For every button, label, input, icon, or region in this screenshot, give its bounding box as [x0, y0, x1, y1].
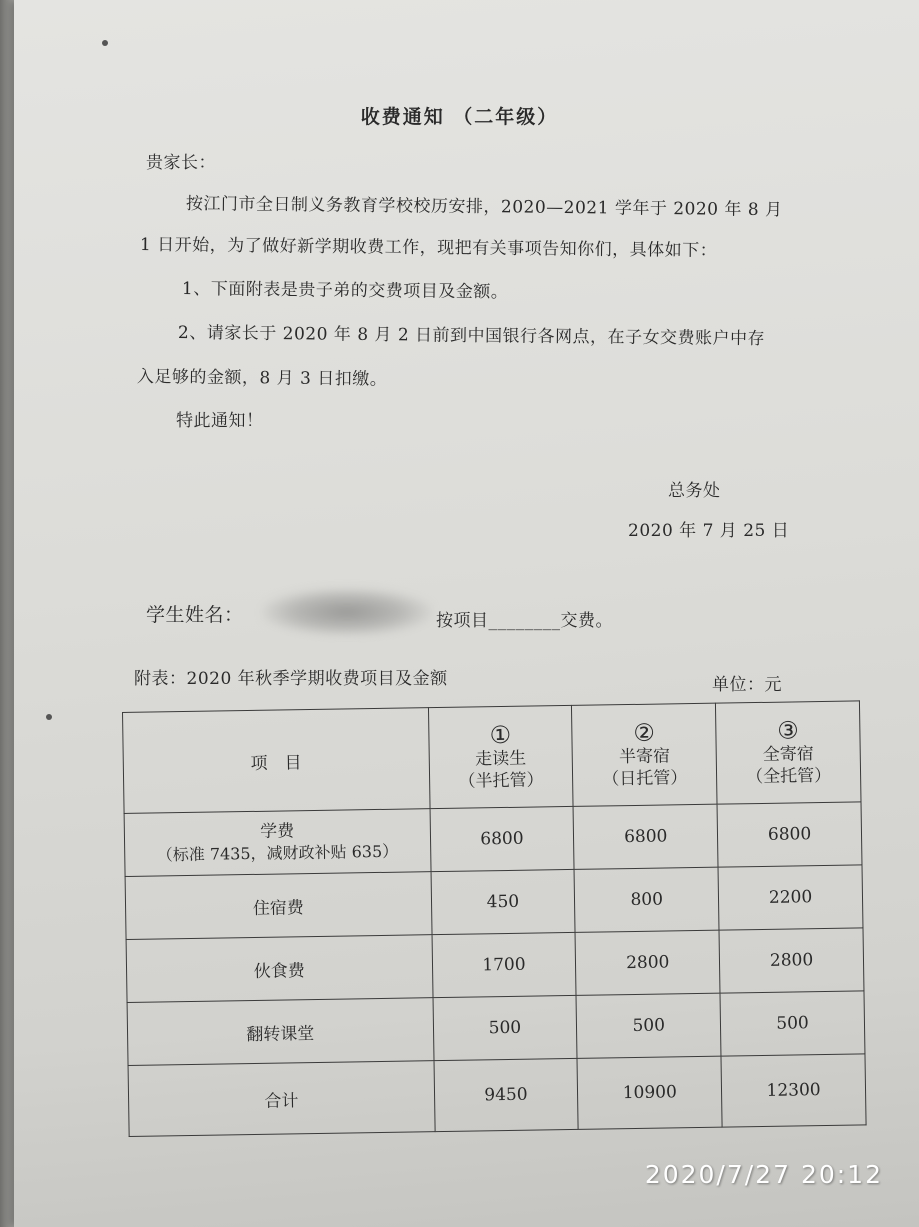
cell-value: 450	[431, 869, 576, 934]
cell-value: 6800	[573, 804, 718, 869]
col-note: （全托管）	[746, 765, 832, 788]
cell-value: 6800	[430, 806, 575, 871]
item-2-line-1: 2、请家长于 2020 年 8 月 2 日前到中国银行各网点，在子女交费账户中存	[177, 323, 766, 350]
header-col-full	[716, 701, 861, 804]
cell-value: 2200	[718, 865, 863, 930]
row-item: 伙食费	[126, 935, 432, 1003]
cell-value: 2800	[719, 928, 864, 993]
cell-value: 2800	[575, 930, 720, 995]
notice-title: 收费通知 （二年级）	[360, 106, 559, 128]
col-number: ②	[633, 718, 656, 747]
signature-date: 2020 年 7 月 25 日	[628, 521, 790, 541]
page-edge-shadow	[0, 0, 14, 1227]
col-number: ③	[776, 716, 799, 745]
row-item: 合计	[128, 1061, 435, 1137]
row-item: 住宿费	[125, 872, 431, 940]
cell-value: 800	[574, 867, 719, 932]
cell-value: 6800	[717, 802, 862, 867]
table-caption: 附表：2020 年秋季学期收费项目及金额	[134, 669, 448, 689]
col-number: ①	[489, 720, 512, 750]
redacted-name	[262, 588, 432, 636]
col-note: （半托管）	[458, 770, 544, 792]
photo-timestamp: 2020/7/27 20:12	[644, 1160, 883, 1189]
row-item: 翻转课堂	[127, 998, 433, 1066]
row-item: 学费	[259, 821, 295, 842]
fee-table	[122, 700, 867, 1137]
header-col-day	[428, 705, 573, 808]
closing-text: 特此通知！	[176, 411, 264, 431]
cell-value: 1700	[432, 932, 577, 997]
table-row	[126, 928, 864, 1003]
cell-value: 500	[433, 995, 578, 1060]
cell-value: 12300	[721, 1054, 866, 1127]
unit-label: 单位：元	[712, 675, 782, 695]
student-name-label: 学生姓名：	[146, 604, 244, 626]
col-note: （日托管）	[602, 768, 688, 790]
cell-value: 9450	[434, 1058, 579, 1131]
item-1-text: 1、下面附表是贵子弟的交费项目及金额。	[181, 279, 509, 303]
row-item-note: （标准 7435，减财政补贴 635）	[156, 841, 399, 865]
col-name: 走读生	[475, 748, 527, 770]
signature-office: 总务处	[668, 481, 721, 501]
col-name: 全寄宿	[762, 744, 814, 765]
cell-value: 10900	[577, 1056, 722, 1129]
paragraph-1-line-1: 按江门市全日制义务教育学校校历安排，2020—2021 学年于 2020 年 8 月	[185, 194, 783, 221]
row-item-cell	[124, 809, 430, 877]
punch-hole	[46, 714, 52, 720]
table-row	[125, 865, 863, 940]
header-col-half	[572, 703, 717, 806]
table-row	[124, 802, 862, 877]
paragraph-1-line-2: 1 日开始，为了做好新学期收费工作，现把有关事项告知你们，具体如下：	[139, 235, 718, 262]
header-item: 项 目	[123, 708, 430, 814]
table-row	[127, 991, 865, 1066]
cell-value: 500	[576, 993, 721, 1058]
item-2-line-2: 入足够的金额，8 月 3 日扣缴。	[136, 367, 388, 390]
col-name: 半寄宿	[618, 746, 671, 768]
table-header-row	[123, 701, 861, 814]
table-total-row	[128, 1054, 866, 1137]
punch-hole	[102, 40, 108, 46]
cell-value: 500	[720, 991, 865, 1056]
student-instruction: 按项目________交费。	[436, 611, 613, 631]
salutation: 贵家长：	[146, 153, 216, 173]
